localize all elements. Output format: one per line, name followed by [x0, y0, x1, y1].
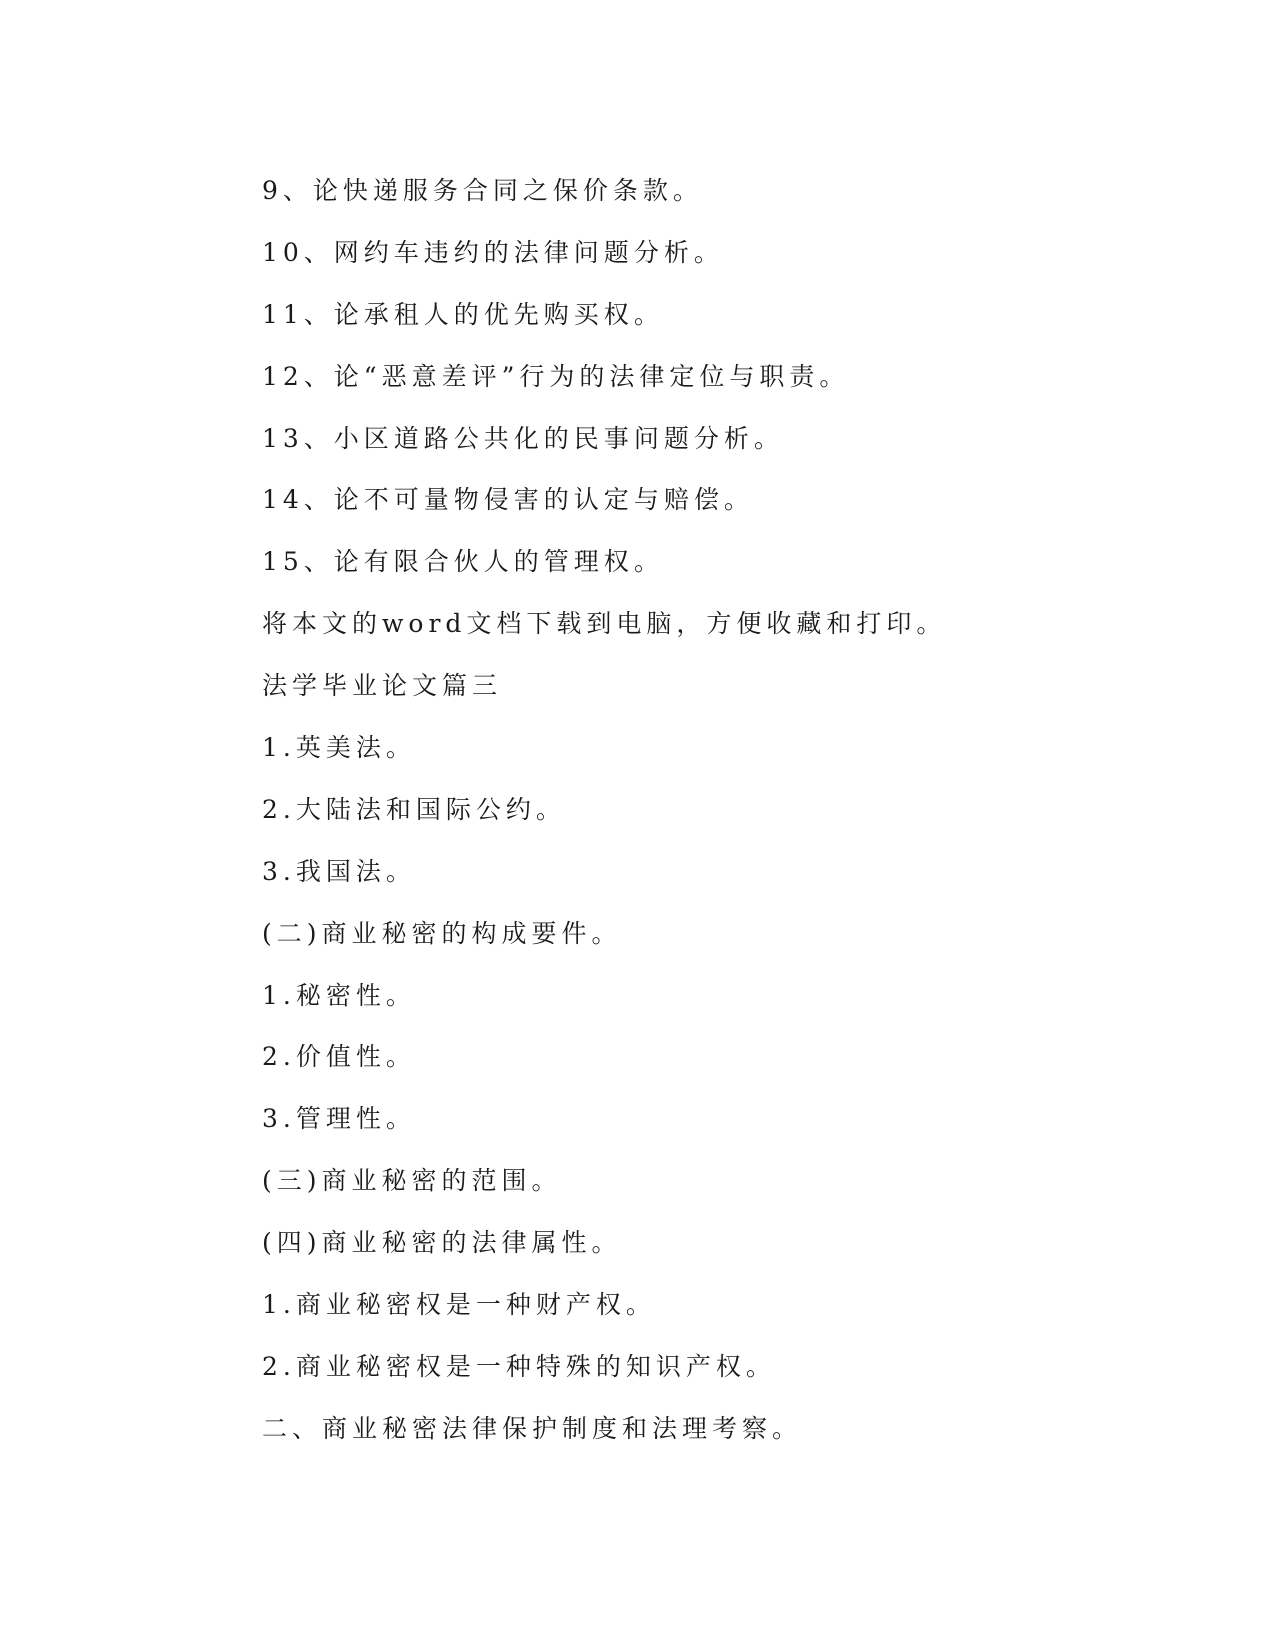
outline-item: 3.管理性。: [262, 1104, 416, 1134]
document-body: [262, 160, 1162, 1460]
outline-item: 1.英美法。: [262, 733, 416, 763]
list-item-10: 10、网约车违约的法律问题分析。: [262, 237, 724, 267]
outline-item: 2.商业秘密权是一种特殊的知识产权。: [262, 1351, 776, 1381]
outline-item: 1.秘密性。: [262, 980, 416, 1010]
outline-item: 1.商业秘密权是一种财产权。: [262, 1290, 656, 1320]
outline-subheading: (二)商业秘密的构成要件。: [262, 918, 622, 948]
list-item-15: 15、论有限合伙人的管理权。: [262, 547, 664, 577]
outline-subheading: (四)商业秘密的法律属性。: [262, 1228, 622, 1258]
list-item-12: 12、论“恶意差评”行为的法律定位与职责。: [262, 361, 850, 391]
list-item-11: 11、论承租人的优先购买权。: [262, 299, 664, 329]
list-item-14: 14、论不可量物侵害的认定与赔偿。: [262, 485, 754, 515]
outline-item: 2.大陆法和国际公约。: [262, 794, 566, 824]
section-heading: 法学毕业论文篇三: [262, 671, 503, 701]
list-item-13: 13、小区道路公共化的民事问题分析。: [262, 423, 784, 453]
list-item-9: 9、论快递服务合同之保价条款。: [262, 176, 703, 205]
outline-heading: 二、商业秘密法律保护制度和法理考察。: [262, 1413, 803, 1443]
outline-subheading: (三)商业秘密的范围。: [262, 1166, 562, 1196]
outline-item: 2.价值性。: [262, 1042, 416, 1072]
outline-item: 3.我国法。: [262, 856, 416, 886]
download-note: 将本文的word文档下载到电脑，方便收藏和打印。: [262, 609, 947, 639]
